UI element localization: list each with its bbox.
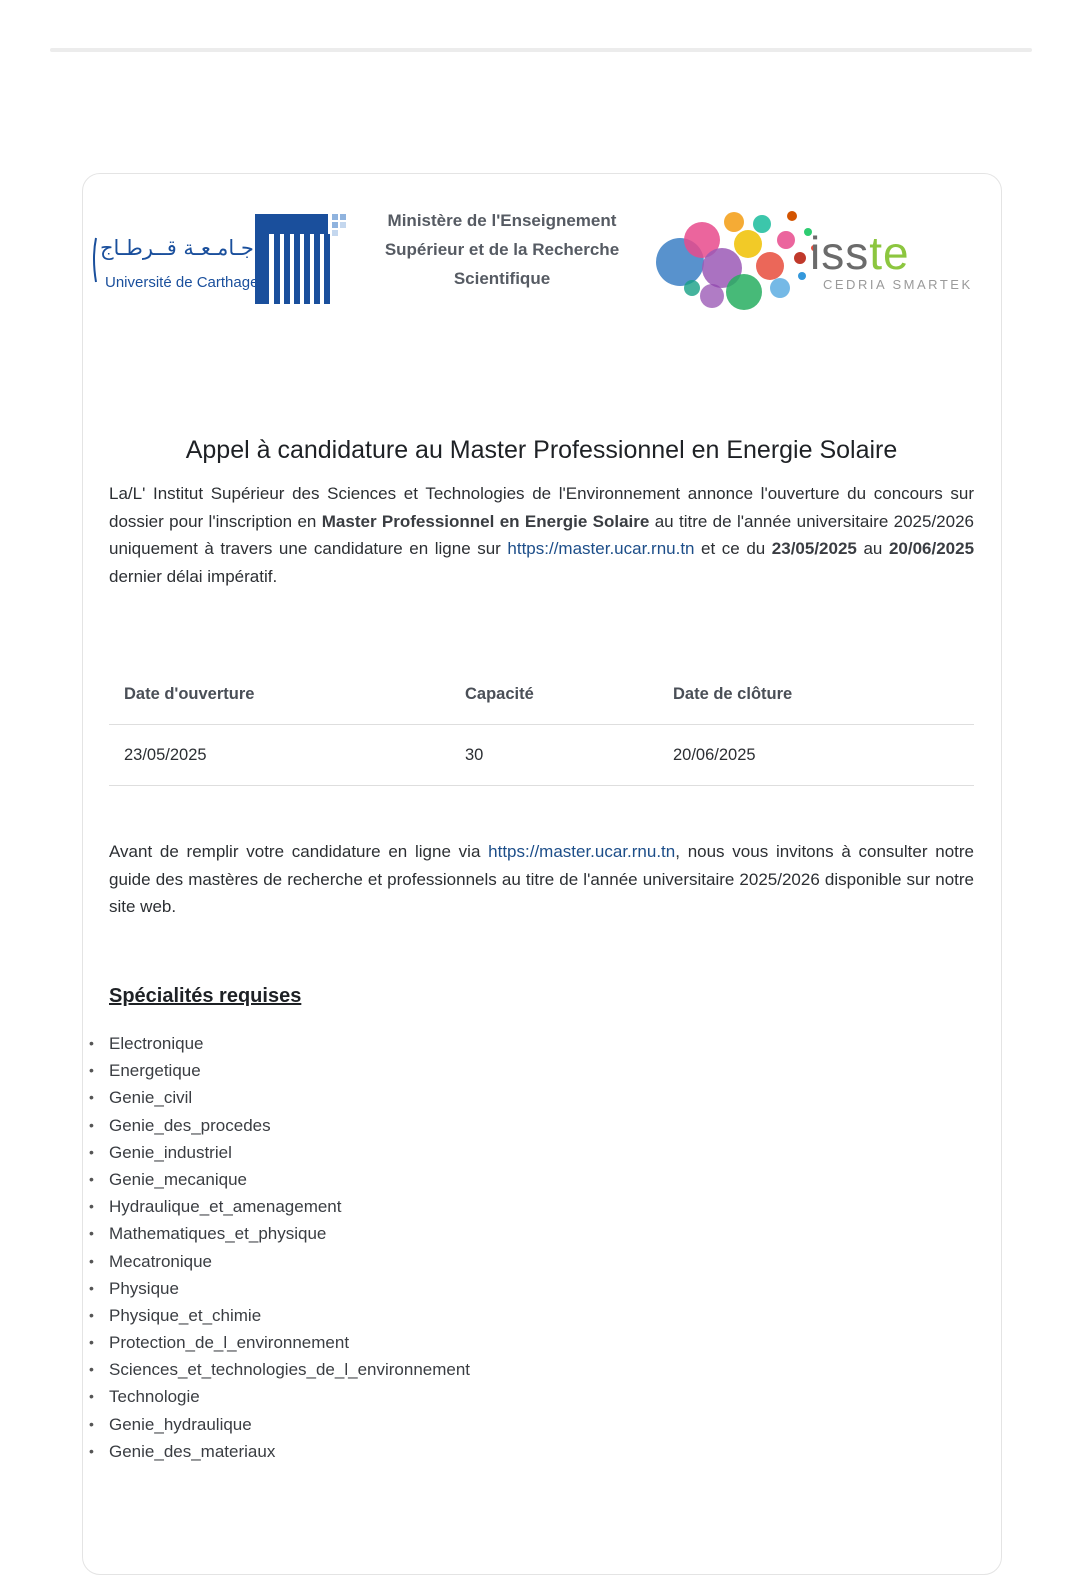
list-item: • Genie_des_procedes: [109, 1112, 470, 1139]
guide-portal-link[interactable]: https://master.ucar.rnu.tn: [488, 842, 676, 861]
list-item: • Protection_de_l_environnement: [109, 1329, 470, 1356]
isste-prefix: iss: [810, 227, 870, 279]
capacity: 30: [450, 725, 658, 786]
header-capacity: Capacité: [450, 664, 658, 725]
list-item: • Hydraulique_et_amenagement: [109, 1193, 470, 1220]
page-title: Appel à candidature au Master Professionnel en Energie Solaire: [185, 436, 898, 464]
ministry-name: Ministère de l'Enseignement Supérieur et de la Recherche Scientifique: [384, 211, 620, 288]
list-item: • Genie_mecanique: [109, 1166, 470, 1193]
guide-paragraph: [109, 838, 974, 921]
top-divider: [50, 48, 1032, 52]
list-item: • Electronique: [109, 1030, 470, 1057]
specialties-title: Spécialités requises: [109, 985, 302, 1007]
intro-end-date: 20/06/2025: [888, 539, 975, 558]
intro-text-5: dernier délai impératif.: [109, 566, 278, 586]
list-item: • Mathematiques_et_physique: [109, 1220, 470, 1247]
list-item: • Physique: [109, 1275, 470, 1302]
opening-date: 23/05/2025: [109, 725, 450, 786]
master-name: Master Professionnel en Energie Solaire: [321, 511, 650, 531]
intro-text-1: La/L' Institut Supérieur des Sciences et Technologies de l'Environnement annonce l'ouverture du concours sur dossier pour l'inscription en: [109, 484, 974, 531]
university-latin-name: Université de Carthage: [105, 274, 259, 291]
list-item: • Physique_et_chimie: [109, 1302, 470, 1329]
master-portal-link[interactable]: https://master.ucar.rnu.tn: [507, 539, 695, 558]
isste-wordmark: [810, 226, 910, 280]
table-row: [109, 725, 974, 786]
intro-text-3: et ce du: [694, 539, 772, 558]
isste-suffix: te: [869, 227, 910, 279]
list-item: • Sciences_et_technologies_de_l_environnement: [109, 1356, 470, 1383]
intro-start-date: 23/05/2025: [771, 539, 857, 558]
guide-text-2: , nous vous invitons à consulter notre guide des mastères de recherche et professionnels au titre de l'année universitaire 2025/2026 disponible sur notre site web.: [109, 842, 974, 916]
specialties-list: [109, 1030, 470, 1465]
list-item: • Genie_civil: [109, 1084, 470, 1111]
dates-table: [109, 664, 974, 786]
list-item: • Genie_industriel: [109, 1139, 470, 1166]
university-arabic-name: جـامـعـة قــرطـاج: [100, 236, 254, 260]
isste-subtitle: CEDRIA SMARTEK: [823, 277, 973, 292]
list-item: • Technologie: [109, 1383, 470, 1410]
list-item: • Mecatronique: [109, 1248, 470, 1275]
intro-paragraph: [109, 480, 974, 590]
header-opening-date: Date d'ouverture: [109, 664, 450, 725]
closing-date: 20/06/2025: [658, 725, 974, 786]
intro-text-2: au titre de l'année universitaire 2025/2026 uniquement à travers une candidature en ligne sur: [109, 511, 974, 558]
guide-text-1: Avant de remplir votre candidature en ligne via: [109, 842, 489, 861]
list-item: • Genie_hydraulique: [109, 1411, 470, 1438]
intro-text-4: au: [856, 539, 889, 558]
header-closing-date: Date de clôture: [658, 664, 974, 725]
list-item: • Energetique: [109, 1057, 470, 1084]
list-item: • Genie_des_materiaux: [109, 1438, 470, 1465]
